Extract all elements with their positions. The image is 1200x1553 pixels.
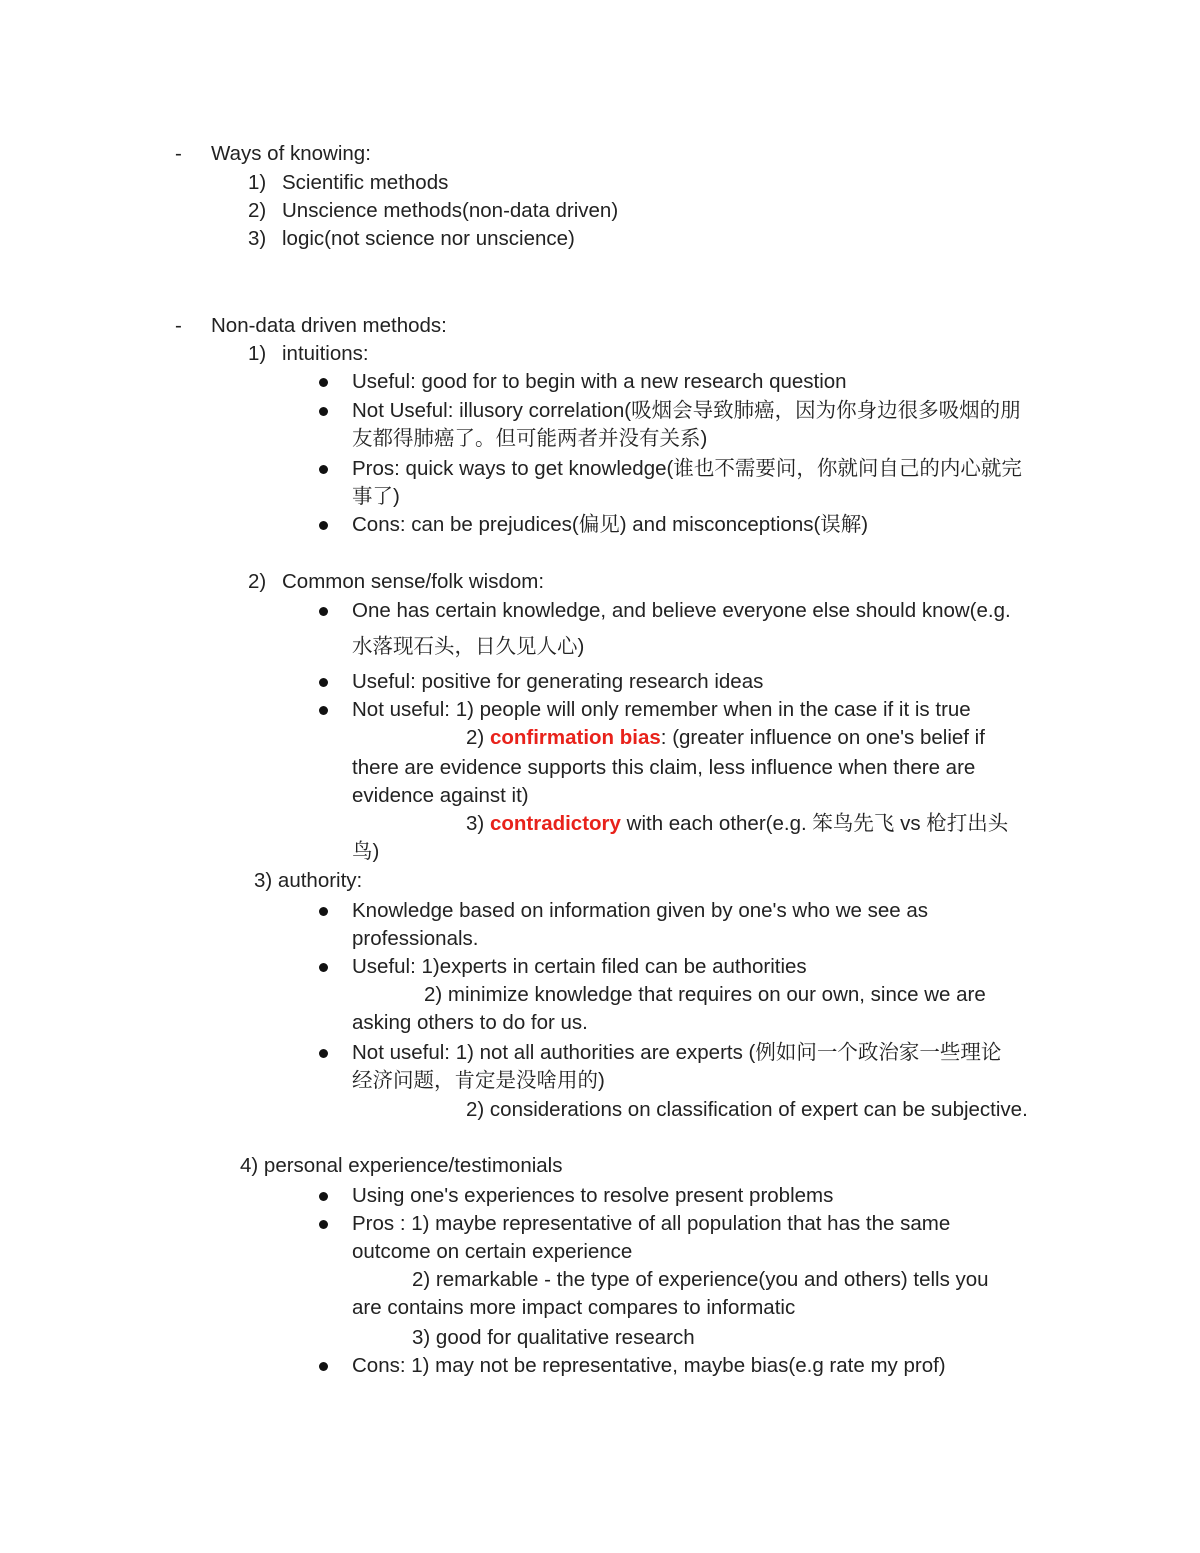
list-number: 2): [248, 570, 267, 593]
common-sense-one-cont: 水落现石头，日久见人心): [352, 635, 585, 658]
intuitions-useful: Useful: good for to begin with a new research question: [352, 370, 847, 393]
nondata-heading: Non-data driven methods:: [211, 314, 447, 337]
common-sense-one: One has certain knowledge, and believe everyone else should know(e.g.: [352, 599, 1011, 622]
intuitions-not-useful: Not Useful: illusory correlation(吸烟会导致肺癌，因为你身边很多吸烟的朋: [352, 399, 1021, 422]
confirmation-bias-cont: evidence against it): [352, 784, 529, 807]
contradictory-cont: 鸟): [352, 840, 380, 863]
authority-useful: Useful: 1)experts in certain filed can be authorities: [352, 955, 807, 978]
personal-pros-2: 2) remarkable - the type of experience(you and others) tells you: [412, 1268, 989, 1291]
personal-pros-2-cont: are contains more impact compares to informatic: [352, 1296, 796, 1319]
bullet-dot: [319, 607, 328, 616]
authority-not-useful: Not useful: 1) not all authorities are experts (例如问一个政治家一些理论: [352, 1041, 1002, 1064]
item-suffix: : (greater influence on one's belief if: [660, 726, 985, 749]
item-suffix: with each other(e.g. 笨鸟先飞 vs 枪打出头: [620, 812, 1009, 835]
contradictory-term: contradictory: [489, 812, 621, 835]
authority-not-useful-cont: 经济问题，肯定是没啥用的): [352, 1069, 605, 1092]
bullet-dot: [319, 1362, 328, 1371]
list-number: 1): [248, 171, 267, 194]
list-number: 1): [248, 342, 267, 365]
bullet-dot: [319, 706, 328, 715]
list-item: logic(not science nor unscience): [282, 227, 575, 250]
bullet-dot: [319, 521, 328, 530]
confirmation-bias-line: [466, 724, 985, 752]
bullet-dot: [319, 465, 328, 474]
authority-knowledge-cont: professionals.: [352, 927, 479, 950]
confirmation-bias-term: confirmation bias: [489, 726, 661, 749]
intuitions-not-useful-cont: 友都得肺癌了。但可能两者并没有关系): [352, 427, 708, 450]
authority-useful-cont: asking others to do for us.: [352, 1011, 588, 1034]
bullet-dot: [319, 1192, 328, 1201]
common-sense-not-useful: Not useful: 1) people will only remember when in the case if it is true: [352, 698, 971, 721]
personal-using: Using one's experiences to resolve present problems: [352, 1184, 834, 1207]
intuitions-pros-cont: 事了): [352, 485, 400, 508]
list-number: 3): [248, 227, 267, 250]
ways-heading: Ways of knowing:: [211, 142, 371, 165]
bullet-dot: [319, 378, 328, 387]
personal-pros: Pros : 1) maybe representative of all population that has the same: [352, 1212, 951, 1235]
intuitions-cons: Cons: can be prejudices(偏见) and misconceptions(误解): [352, 513, 869, 536]
bullet-dot: [319, 1220, 328, 1229]
intuitions-title: intuitions:: [282, 342, 369, 365]
bullet-dot: [319, 678, 328, 687]
dash-bullet: -: [175, 142, 182, 165]
bullet-dot: [319, 407, 328, 416]
authority-knowledge: Knowledge based on information given by one's who we see as: [352, 899, 929, 922]
intuitions-pros: Pros: quick ways to get knowledge(谁也不需要问，你就问自己的内心就完: [352, 457, 1022, 480]
item-prefix: 2): [466, 726, 490, 749]
personal-pros-3: 3) good for qualitative research: [412, 1326, 695, 1349]
authority-useful-2: 2) minimize knowledge that requires on our own, since we are: [424, 983, 986, 1006]
common-sense-useful: Useful: positive for generating research ideas: [352, 670, 764, 693]
personal-pros-cont: outcome on certain experience: [352, 1240, 633, 1263]
bullet-dot: [319, 963, 328, 972]
dash-bullet: -: [175, 314, 182, 337]
confirmation-bias-cont: there are evidence supports this claim, less influence when there are: [352, 756, 976, 779]
authority-title: 3) authority:: [254, 869, 363, 892]
authority-not-useful-2: 2) considerations on classification of expert can be subjective.: [466, 1098, 1028, 1121]
bullet-dot: [319, 907, 328, 916]
list-number: 2): [248, 199, 267, 222]
list-item: Scientific methods: [282, 171, 449, 194]
personal-cons: Cons: 1) may not be representative, maybe bias(e.g rate my prof): [352, 1354, 946, 1377]
bullet-dot: [319, 1049, 328, 1058]
item-prefix: 3): [466, 812, 490, 835]
common-sense-title: Common sense/folk wisdom:: [282, 570, 545, 593]
list-item: Unscience methods(non-data driven): [282, 199, 619, 222]
contradictory-line: [466, 810, 1008, 838]
personal-title: 4) personal experience/testimonials: [240, 1154, 563, 1177]
